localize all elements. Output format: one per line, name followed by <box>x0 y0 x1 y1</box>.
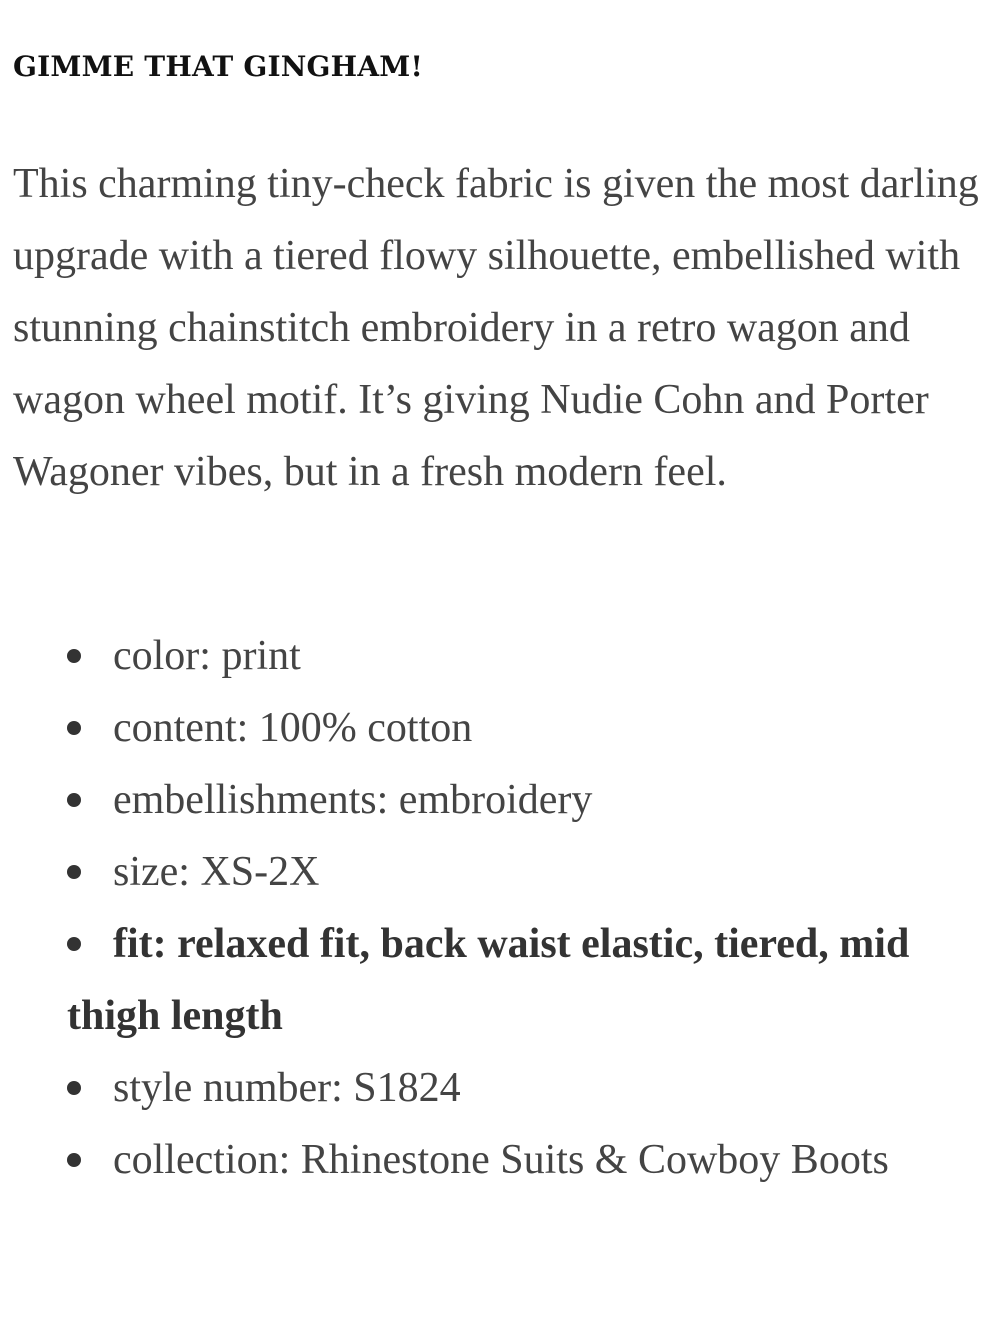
detail-text: size: XS-2X <box>113 849 320 895</box>
detail-fit <box>67 908 967 1052</box>
bullet-icon <box>67 937 81 951</box>
bullet-icon <box>67 721 81 735</box>
product-description: This charming tiny-check fabric is given the most darling upgrade with a tiered flowy silhouette, embellished with stunning chainstitch embroidery in a retro wagon and wagon wheel motif. It’s giving Nudie Cohn and Porter Wagoner vibes, but in a fresh modern feel. <box>13 161 979 495</box>
bullet-icon <box>67 649 81 663</box>
detail-text: collection: Rhinestone Suits & Cowboy Boots <box>113 1137 889 1183</box>
detail-content <box>67 692 967 764</box>
detail-text: embellishments: embroidery <box>113 777 593 823</box>
detail-text: color: print <box>113 633 301 679</box>
product-details-list <box>67 620 967 1196</box>
detail-style-number <box>67 1052 967 1124</box>
bullet-icon <box>67 1081 81 1095</box>
section-heading: GIMME THAT GINGHAM! <box>13 50 423 83</box>
detail-text: style number: S1824 <box>113 1065 461 1111</box>
detail-color <box>67 620 967 692</box>
bullet-icon <box>67 865 81 879</box>
bullet-icon <box>67 1153 81 1167</box>
detail-collection <box>67 1124 967 1196</box>
detail-text: content: 100% cotton <box>113 705 473 751</box>
bullet-icon <box>67 793 81 807</box>
detail-text: fit: relaxed fit, back waist elastic, tiered, mid thigh length <box>67 921 910 1039</box>
detail-embellishments <box>67 764 967 836</box>
detail-size <box>67 836 967 908</box>
